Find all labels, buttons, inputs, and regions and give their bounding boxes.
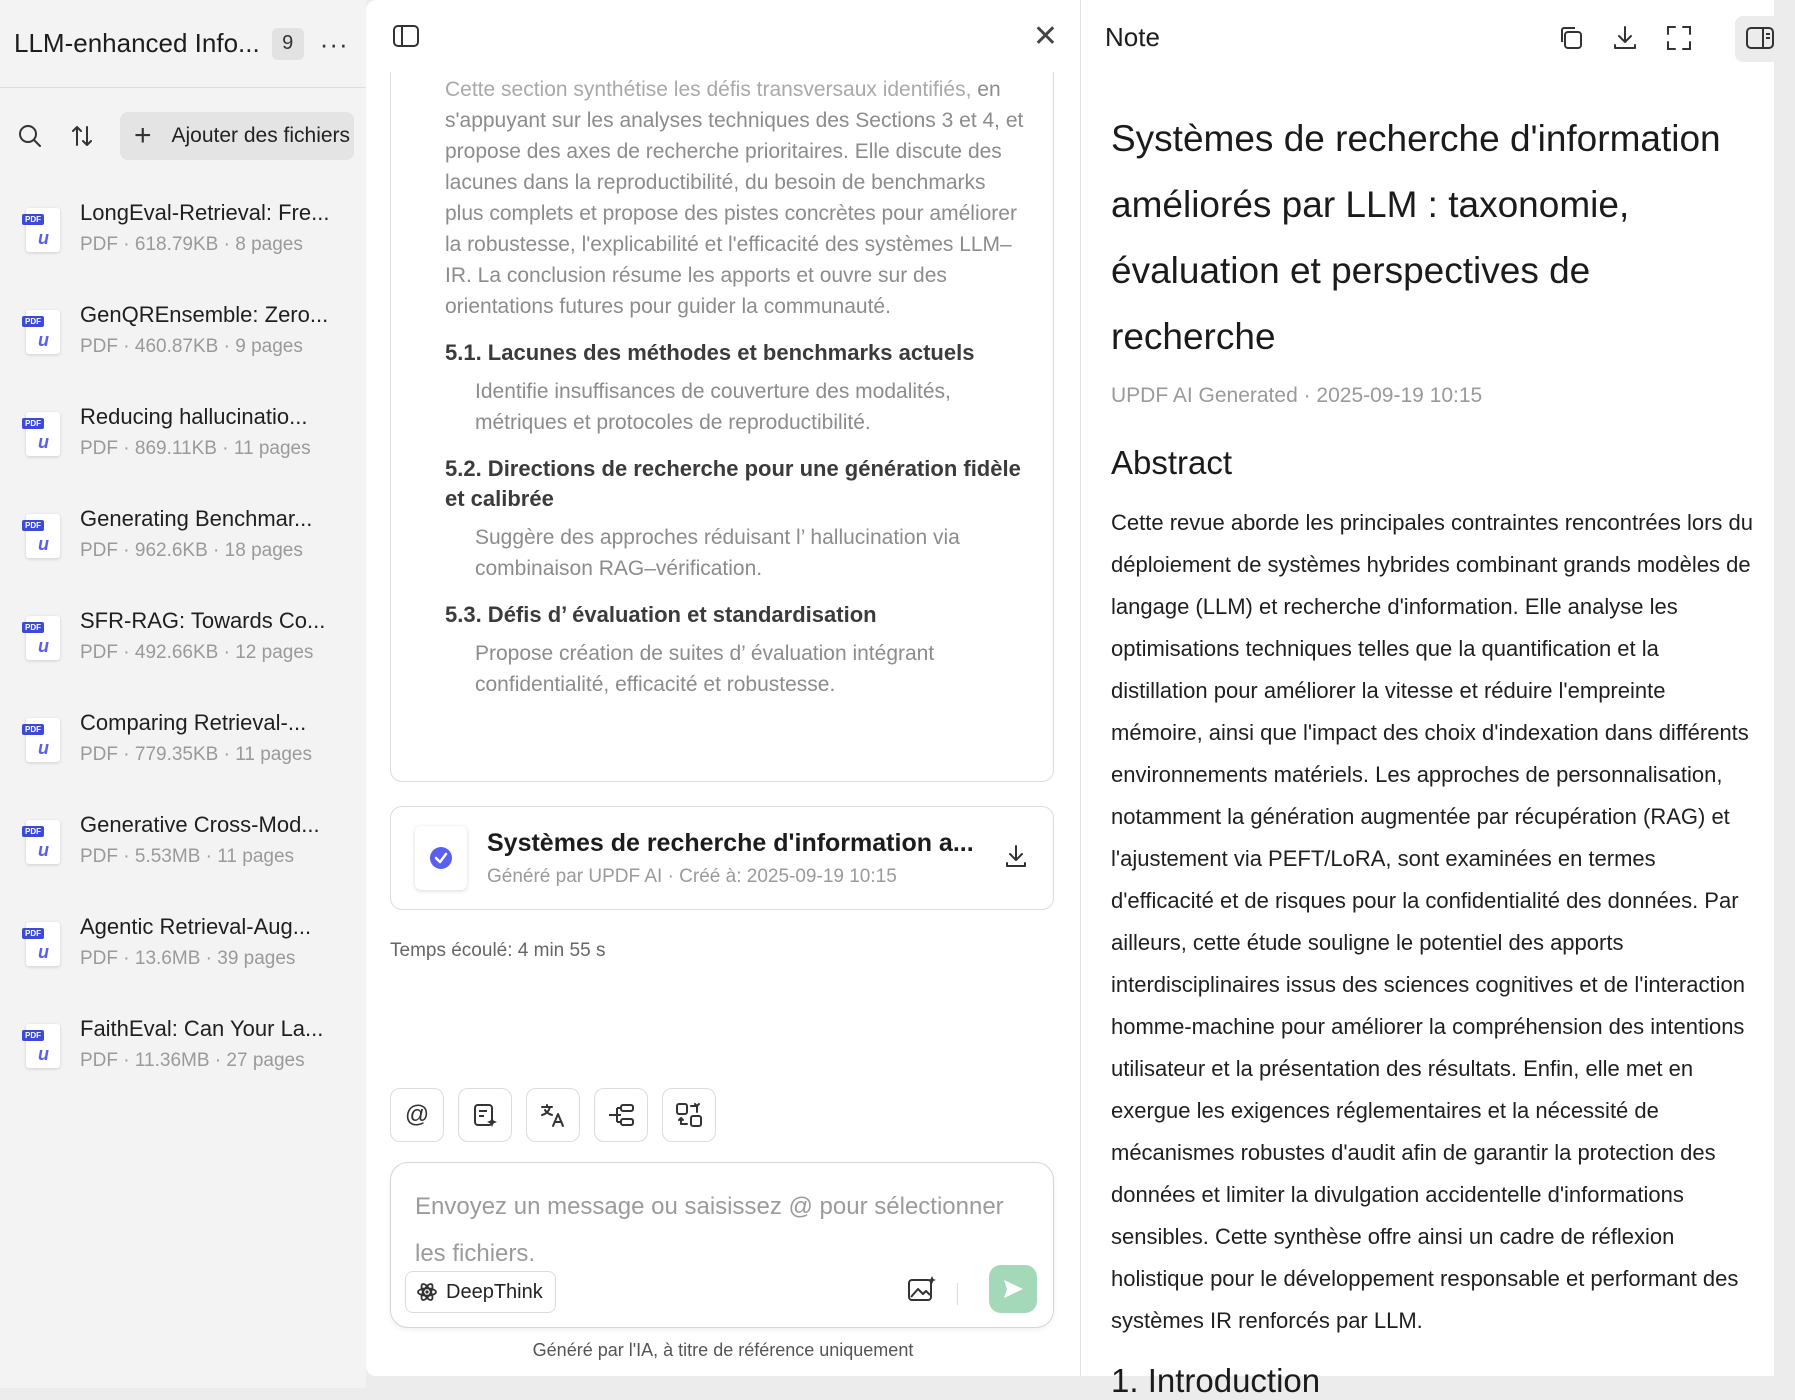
download-icon[interactable] (1611, 24, 1639, 57)
ai-disclaimer: Généré par l'IA, à titre de référence uniquement (532, 1340, 914, 1360)
atom-icon (416, 1281, 438, 1303)
file-text (80, 808, 320, 868)
pdf-file-icon: PDF u (22, 410, 62, 460)
file-text (80, 298, 328, 358)
file-text (80, 604, 325, 664)
file-count-badge: 9 (272, 28, 304, 60)
file-meta: PDF · 962.6KB · 18 pages (80, 540, 303, 561)
file-meta: PDF · 11.36MB · 27 pages (80, 1050, 305, 1071)
summary-sparkle-icon (472, 1102, 498, 1128)
pdf-file-icon: PDF u (22, 818, 62, 868)
chat-header (366, 0, 1080, 78)
file-text (80, 1012, 323, 1072)
pdf-file-icon: PDF u (22, 920, 62, 970)
file-list-item[interactable] (0, 288, 366, 390)
file-card-text (487, 829, 974, 888)
pdf-file-icon: PDF u (22, 206, 62, 256)
deepthink-label: DeepThink (446, 1280, 543, 1303)
more-options-icon[interactable]: ··· (319, 28, 349, 59)
file-name: GenQREnsemble: Zero... (80, 302, 329, 327)
file-card-title: Systèmes de recherche d'information a... (487, 828, 974, 857)
file-list-item[interactable] (0, 390, 366, 492)
outline-intro-first-line: Cette section synthétise les défis transversaux identifiés, (445, 78, 972, 101)
pdf-file-icon: PDF u (22, 614, 62, 664)
file-list (0, 184, 366, 1104)
message-composer (390, 1162, 1054, 1328)
mindmap-icon (607, 1102, 635, 1128)
panel-layout-icon[interactable] (1745, 24, 1775, 57)
file-meta: PDF · 5.53MB · 11 pages (80, 846, 295, 867)
file-list-item[interactable] (0, 1002, 366, 1104)
outline-intro (445, 74, 1025, 322)
file-text (80, 196, 329, 256)
generated-file-card[interactable] (390, 806, 1054, 910)
note-panel (1080, 0, 1774, 1399)
section-desc: Propose création de suites d’ évaluation intégrant confidentialité, efficacité et robustesse. (475, 642, 935, 696)
file-sidebar (0, 0, 366, 1388)
chat-panel (366, 0, 1080, 1376)
outline-intro-text: en s'appuyant sur les analyses techniques des Sections 3 et 4, et propose des axes de recherche prioritaires. Elle discute des lacunes dans la reproductibilité, du besoin de benchmarks plus complets et propose des pistes concrètes pour améliorer la robustesse, l'explicabilité et l'efficacité des systèmes LLM–IR. La conclusion résume les apports et ouvre sur des orientations futures pour guider la communauté. (445, 78, 1024, 318)
file-meta: PDF · 13.6MB · 39 pages (80, 948, 296, 969)
mention-button[interactable]: @ (390, 1088, 444, 1142)
file-name: LongEval-Retrieval: Fre... (80, 200, 330, 225)
plus-icon: + (134, 119, 152, 152)
collection-title[interactable]: LLM-enhanced Info... (14, 28, 260, 58)
file-meta: PDF · 779.35KB · 11 pages (80, 744, 312, 765)
translate-icon (539, 1102, 567, 1128)
abstract-heading: Abstract (1111, 444, 1233, 481)
document-check-icon (415, 826, 467, 890)
note-header (1081, 0, 1774, 78)
translate-button[interactable] (526, 1088, 580, 1142)
file-meta: PDF · 869.11KB · 11 pages (80, 438, 311, 459)
convert-icon (675, 1102, 703, 1128)
file-meta: PDF · 460.87KB · 9 pages (80, 336, 303, 357)
file-name: Generative Cross-Mod... (80, 812, 320, 837)
file-name: FaithEval: Can Your La... (80, 1016, 324, 1041)
quick-tools (390, 1088, 730, 1142)
sidebar-header (0, 0, 366, 88)
divider (957, 1283, 958, 1305)
file-name: Agentic Retrieval-Aug... (80, 914, 312, 939)
file-list-item[interactable] (0, 798, 366, 900)
section-title: 5.2. Directions de recherche pour une génération fidèle et calibrée (445, 456, 1021, 511)
pdf-file-icon: PDF u (22, 1022, 62, 1072)
file-list-item[interactable] (0, 492, 366, 594)
sort-icon[interactable] (64, 118, 100, 154)
file-text (80, 910, 311, 970)
pdf-file-icon: PDF u (22, 716, 62, 766)
send-icon (1001, 1277, 1025, 1301)
fullscreen-icon[interactable] (1665, 24, 1693, 57)
note-meta: UPDF AI Generated · 2025-09-19 10:15 (1111, 384, 1483, 407)
section-title: 5.1. Lacunes des méthodes et benchmarks actuels (445, 340, 975, 365)
file-list-item[interactable] (0, 900, 366, 1002)
file-meta: PDF · 492.66KB · 12 pages (80, 642, 314, 663)
convert-button[interactable] (662, 1088, 716, 1142)
note-content (1111, 106, 1761, 1400)
file-list-item[interactable] (0, 594, 366, 696)
add-files-button[interactable] (120, 112, 354, 160)
note-title: Systèmes de recherche d'information améliorés par LLM : taxonomie, évaluation et perspectives de recherche (1111, 118, 1721, 357)
file-meta: PDF · 618.79KB · 8 pages (80, 234, 303, 255)
section-title: 5.3. Défis d’ évaluation et standardisation (445, 602, 877, 627)
mindmap-button[interactable] (594, 1088, 648, 1142)
image-generate-icon[interactable] (907, 1275, 937, 1308)
file-text (80, 502, 312, 562)
file-list-item[interactable] (0, 696, 366, 798)
outline-card (390, 72, 1054, 782)
download-icon[interactable] (1003, 843, 1029, 874)
deepthink-toggle[interactable] (405, 1271, 556, 1313)
note-header-title: Note (1105, 22, 1160, 52)
file-list-item[interactable] (0, 186, 366, 288)
section-desc: Suggère des approches réduisant l’ hallucination via combinaison RAG–vérification. (475, 526, 960, 580)
file-name: Generating Benchmar... (80, 506, 313, 531)
copy-icon[interactable] (1557, 24, 1585, 57)
file-text (80, 706, 312, 766)
ai-summary-button[interactable] (458, 1088, 512, 1142)
search-icon[interactable] (12, 118, 48, 154)
message-input[interactable] (415, 1183, 1015, 1279)
pdf-file-icon: PDF u (22, 308, 62, 358)
file-name: Reducing hallucinatio... (80, 404, 308, 429)
abstract-text: Cette revue aborde les principales contraintes rencontrées lors du déploiement de systèmes hybrides combinant grands modèles de langage (LLM) et recherche d'information. Elle analyse les optimisations techniques telles que la quantification et la distillation pour améliorer la vitesse et réduire l'empreinte mémoire, ainsi que l'impact des choix d'indexation dans différents environnements matériels. Les approches de personnalisation, notamment la génération augmentée par récupération (RAG) et l'ajustement via PEFT/LoRA, sont examinées en termes d'efficacité et de risques pour la confidentialité des données. Par ailleurs, cette étude souligne le potentiel des apports interdisciplinaires issus des sciences cognitives et de l'interaction homme-machine pour améliorer la compréhension des intentions utilisateur et la présentation des résultats. Enfin, elle met en exergue les exigences réglementaires et la nécessité de mécanismes robustes d'audit afin de garantir la protection des données et limiter la divulgation accidentelle d'informations sensibles. Cette synthèse offre ainsi un cadre de réflexion holistique pour le développement responsable et performant des systèmes IR renforcés par LLM. (1111, 510, 1754, 1333)
close-icon[interactable]: ✕ (1032, 20, 1058, 53)
file-text (80, 400, 311, 460)
add-files-label: Ajouter des fichiers (171, 124, 351, 147)
elapsed-time: Temps écoulé: 4 min 55 s (390, 940, 606, 961)
sidebar-toolbar (0, 88, 366, 184)
introduction-heading: 1. Introduction (1111, 1362, 1321, 1399)
toggle-sidebar-icon[interactable] (392, 24, 420, 53)
pdf-file-icon: PDF u (22, 512, 62, 562)
section-desc: Identifie insuffisances de couverture des modalités, métriques et protocoles de reproductibilité. (475, 380, 951, 434)
file-name: Comparing Retrieval-... (80, 710, 307, 735)
file-name: SFR-RAG: Towards Co... (80, 608, 326, 633)
send-button[interactable] (989, 1265, 1037, 1313)
file-card-meta: Généré par UPDF AI · Créé à: 2025-09-19 10:15 (487, 865, 897, 887)
